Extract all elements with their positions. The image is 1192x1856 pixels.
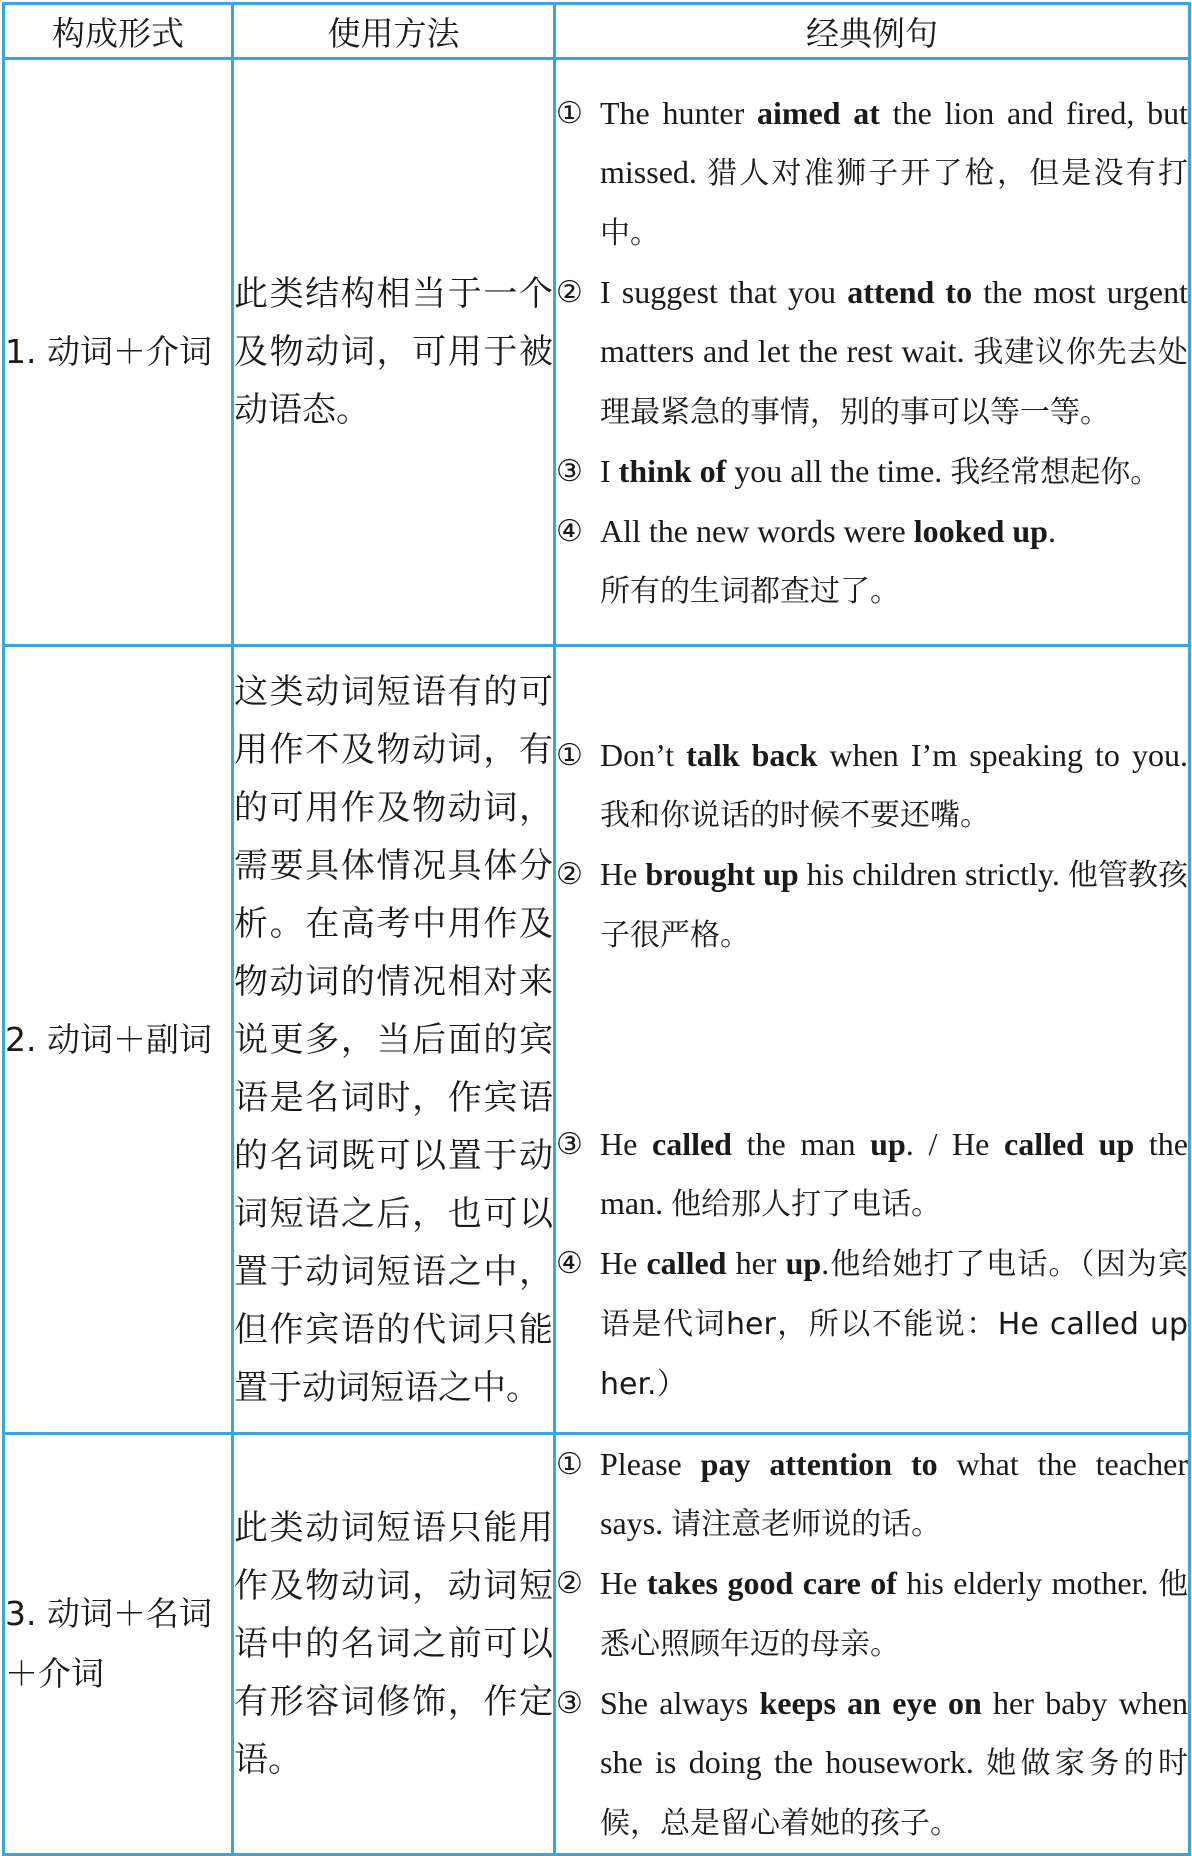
example-number: ① xyxy=(556,737,583,773)
phrase-highlight: talk back xyxy=(686,736,818,773)
example-text: the man. xyxy=(600,1125,1188,1221)
examples-cell xyxy=(555,1434,1190,1855)
examples-cell xyxy=(555,646,1190,1434)
example-item xyxy=(556,1435,1188,1554)
example-text: . xyxy=(821,1244,830,1281)
example-text: the most urgent matters and let the rest wait. xyxy=(600,273,1189,369)
example-translation: 他管教孩子很严格。 xyxy=(600,857,1189,953)
table-row xyxy=(4,1434,1190,1855)
example-item xyxy=(556,263,1188,442)
example-text: the man xyxy=(731,1125,871,1162)
example-item xyxy=(556,442,1188,502)
spacer xyxy=(556,965,1188,1115)
example-number: ② xyxy=(556,1566,583,1601)
method-cell: 这类动词短语有的可用作不及物动词，有的可用作及物动词，需要具体情况具体分析。在高考中用作及物动词的情况相对来说更多，当后面的宾语是名词时，作宾语的名词既可以置于动词短语之后，也可以置于动词短语之中，但作宾语的代词只能置于动词短语之中。 xyxy=(233,646,555,1434)
example-item xyxy=(556,1115,1188,1234)
example-text: She always xyxy=(600,1685,760,1721)
example-number: ① xyxy=(556,95,583,131)
form-cell: 3. 动词＋名词＋介词 xyxy=(4,1434,233,1855)
example-text: his children strictly. xyxy=(798,855,1068,892)
example-text: what the teacher says. xyxy=(600,1446,1189,1541)
example-text: He xyxy=(600,855,646,892)
phrase-highlight: called xyxy=(646,1244,727,1281)
example-translation: 他给那人打了电话。 xyxy=(671,1186,942,1222)
example-text: her baby when she is doing the housework. xyxy=(600,1685,1189,1780)
example-text: his elderly mother. xyxy=(896,1565,1159,1601)
phrase-highlight: takes good care of xyxy=(646,1565,897,1601)
example-translation: 我经常想起你。 xyxy=(950,454,1161,490)
table-row xyxy=(4,59,1190,646)
phrase-highlight: brought up xyxy=(645,855,799,892)
table-row xyxy=(4,646,1190,1434)
phrase-highlight: up xyxy=(870,1125,906,1162)
header-examples: 经典例句 xyxy=(555,4,1190,59)
phrase-highlight: pay attention to xyxy=(700,1446,938,1482)
phrase-highlight: think of xyxy=(618,452,727,489)
example-text: Please xyxy=(600,1446,701,1482)
example-text: The hunter xyxy=(600,94,757,131)
phrase-highlight: attend to xyxy=(847,273,973,310)
example-translation: 她做家务的时候，总是留心着她的孩子。 xyxy=(600,1746,1188,1841)
example-text: He xyxy=(600,1565,647,1601)
example-text: her xyxy=(726,1244,786,1281)
example-item xyxy=(556,845,1188,965)
example-text: . xyxy=(1047,512,1056,549)
method-cell: 此类结构相当于一个及物动词，可用于被动语态。 xyxy=(233,59,555,646)
phrase-highlight: called xyxy=(651,1125,732,1162)
phrase-highlight: called up xyxy=(1003,1125,1135,1162)
example-number: ④ xyxy=(556,1245,583,1281)
header-method: 使用方法 xyxy=(233,4,555,59)
example-item xyxy=(556,726,1188,845)
phrase-highlight: keeps an eye on xyxy=(759,1685,982,1721)
example-text: He xyxy=(600,1125,652,1162)
example-translation: 我建议你先去处理最紧急的事情，别的事可以等一等。 xyxy=(600,334,1189,430)
header-form: 构成形式 xyxy=(4,4,233,59)
form-cell: 1. 动词＋介词 xyxy=(4,59,233,646)
examples-cell xyxy=(555,59,1190,646)
example-item xyxy=(556,1554,1188,1674)
example-translation: 猎人对准狮子开了枪，但是没有打中。 xyxy=(600,155,1189,251)
example-text: Don’t xyxy=(600,736,687,773)
example-number: ③ xyxy=(556,453,583,489)
example-text: you all the time. xyxy=(726,452,951,489)
example-translation: 我和你说话的时候不要还嘴。 xyxy=(600,797,990,833)
example-text: I suggest that you xyxy=(600,273,848,310)
method-cell: 此类动词短语只能用作及物动词，动词短语中的名词之前可以有形容词修饰，作定语。 xyxy=(233,1434,555,1855)
form-cell: 2. 动词＋副词 xyxy=(4,646,233,1434)
example-number: ③ xyxy=(556,1126,583,1162)
example-number: ② xyxy=(556,856,583,892)
phrase-highlight: aimed at xyxy=(756,94,880,131)
example-translation: 请注意老师说的话。 xyxy=(671,1507,942,1542)
example-text: He xyxy=(600,1244,647,1281)
example-text: the lion and fired, but missed. xyxy=(600,94,1189,190)
header-row xyxy=(4,4,1190,59)
example-text: when I’m speaking to you. xyxy=(817,736,1189,773)
example-translation: 他给她打了电话。（因为宾语是代词her，所以不能说：He called up her.） xyxy=(600,1246,1189,1402)
example-item xyxy=(556,1674,1188,1853)
example-number: ④ xyxy=(556,513,583,549)
example-item xyxy=(556,84,1188,263)
phrase-table xyxy=(2,2,1191,1856)
example-number: ② xyxy=(556,274,583,310)
example-number: ① xyxy=(556,1447,583,1482)
example-number: ③ xyxy=(556,1686,583,1721)
phrase-highlight: looked up xyxy=(913,512,1048,549)
example-item xyxy=(556,1234,1188,1414)
example-item xyxy=(556,502,1188,621)
example-text: . / He xyxy=(905,1125,1004,1162)
example-text: I xyxy=(600,452,619,489)
phrase-highlight: up xyxy=(785,1244,822,1281)
example-text: All the new words were xyxy=(600,512,914,549)
example-translation: 他悉心照顾年迈的母亲。 xyxy=(600,1567,1189,1662)
example-translation: 所有的生词都查过了。 xyxy=(600,573,900,609)
